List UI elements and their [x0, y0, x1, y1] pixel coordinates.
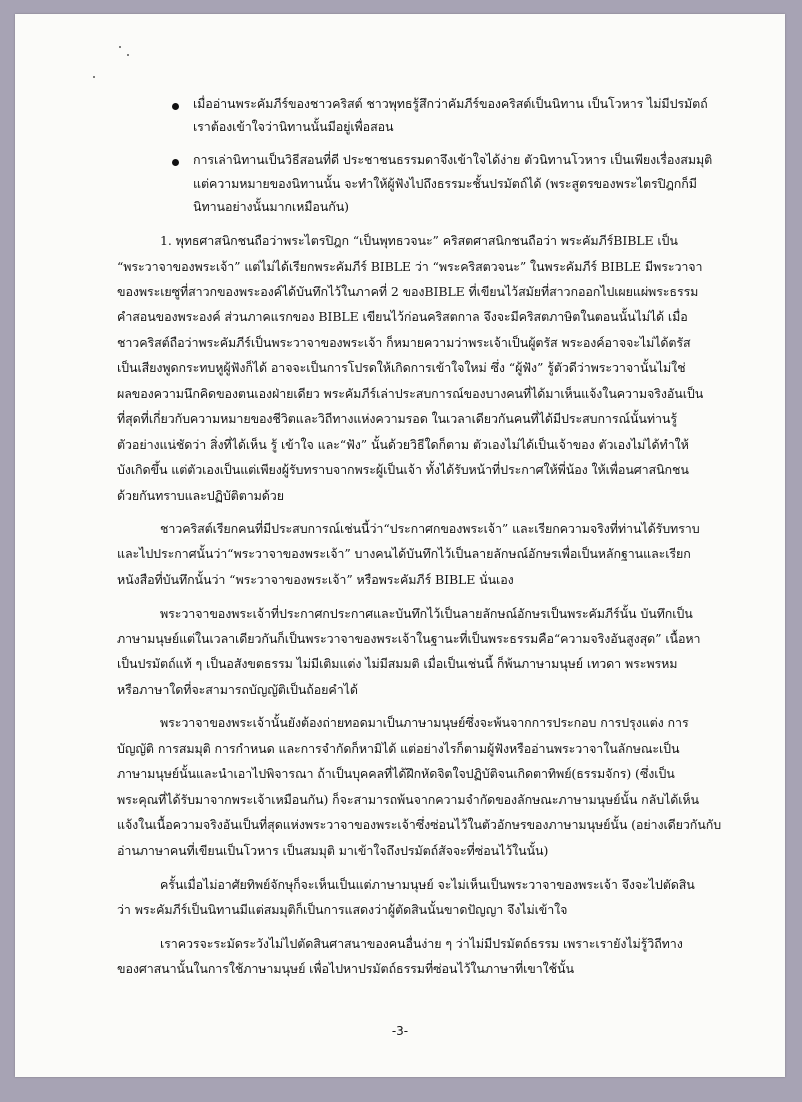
text-line: เราควรจะระมัดระวังไม่ไปตัดสินศาสนาของคนอื่นง่าย ๆ ว่าไม่มีปรมัตถ์ธรรม เพราะเรายังไม่รู้วิถีทาง	[160, 936, 683, 951]
text-line: พระคุณที่ได้รับมาจากพระเจ้าเหมือนกัน) ก็จะสามารถพ้นจากความจำกัดของลักษณะภาษามนุษย์นั้น กลับได้เห็น	[117, 792, 699, 807]
text-line: ครั้นเมื่อไม่อาศัยทิพย์จักษุก็จะเห็นเป็นแต่ภาษามนุษย์ จะไม่เห็นเป็นพระวาจาของพระเจ้า จึงจะไปตัดสิน	[160, 877, 695, 892]
text-line: ของพระเยซูที่สาวกของพระองค์ได้บันทึกไว้ในภาคที่ 2 ของBIBLE ที่เขียนไว้สมัยที่สาวกออกไปเผยแผ่พระธรรม	[117, 284, 699, 299]
text-line: บังเกิดขึ้น แต่ตัวเองเป็นแต่เพียงผู้รับทราบจากพระผู้เป็นเจ้า ทั้งได้รับหน้าที่ประกาศให้พี่น้อง ให้เพื่อนศาสนิกชน	[117, 462, 689, 477]
text-line: แต่ความหมายของนิทานนั้น จะทำให้ผู้ฟังไปถึงธรรมะชั้นปรมัตถ์ได้ (พระสูตรของพระไตรปิฎกก็มี	[193, 176, 697, 191]
text-line: ชาวคริสต์เรียกคนที่มีประสบการณ์เช่นนี้ว่า“ประกาศกของพระเจ้า” และเรียกความจริงที่ท่านได้รับทราบ	[160, 521, 700, 536]
page-number: -3-	[391, 1024, 409, 1038]
text-line: ว่า พระคัมภีร์เป็นนิทานมีแต่สมมุติก็เป็นการแสดงว่าผู้ตัดสินนั้นขาดปัญญา จึงไม่เข้าใจ	[117, 902, 568, 917]
text-line: หรือภาษาใดที่จะสามารถบัญญัติเป็นถ้อยคำได้	[117, 682, 358, 697]
text-line: ตัวอย่างแน่ชัดว่า สิ่งที่ได้เห็น รู้ เข้าใจ และ“ฟัง” นั้นด้วยวิธีใดก็ตาม ตัวเองไม่ได้เป็นเจ้าของ ตัวเองไม่ได้ทำให้	[117, 437, 689, 452]
text-line: ชาวคริสต์ถือว่าพระคัมภีร์เป็นพระวาจาของพระเจ้า ก็หมายความว่าพระเจ้าเป็นผู้ตรัส พระองค์อาจจะไม่ได้ตรัส	[117, 335, 691, 350]
bullet-point	[172, 159, 179, 166]
text-line: เราต้องเข้าใจว่านิทานนั้นมีอยู่เพื่อสอน	[193, 119, 394, 134]
text-line: ที่สุดที่เกี่ยวกับความหมายของชีวิตและวิถีทางแห่งความรอด ในเวลาเดียวกันคนที่ได้มีประสบการณ์นั้นท่านรู้	[117, 411, 677, 426]
text-line: และไปประกาศนั้นว่า“พระวาจาของพระเจ้า” บางคนได้บันทึกไว้เป็นลายลักษณ์อักษรเพื่อเป็นหลักฐานและเรียก	[117, 546, 691, 561]
text-line: คำสอนของพระองค์ ส่วนภาคแรกของ BIBLE เขียนไว้ก่อนคริสตกาล จึงจะมีคริสตภาษิตในตอนนั้นไม่ได้ เมื่อ	[117, 309, 688, 324]
text-line: ภาษามนุษย์นั้นและนำเอาไปพิจารณา ถ้าเป็นบุคคลที่ได้ฝึกหัดจิตใจปฏิบัติจนเกิดตาทิพย์(ธรรมจักร) (ซึ่งเป็น	[117, 766, 675, 781]
text-line: เป็นปรมัตถ์แท้ ๆ เป็นอสังขตธรรม ไม่มีเติมแต่ง ไม่มีสมมติ เมื่อเป็นเช่นนี้ ก็พ้นภาษามนุษย์ เทวดา พระพรหม	[117, 656, 678, 671]
text-line: อ่านภาษาคนที่เขียนเป็นโวหาร เป็นสมมุติ มาเข้าใจถึงปรมัตถ์สัจจะที่ซ่อนไว้ในนั้น)	[117, 843, 549, 858]
text-line: พระวาจาของพระเจ้าที่ประกาศกประกาศและบันทึกไว้เป็นลายลักษณ์อักษรเป็นพระคัมภีร์นั้น บันทึกเป็น	[160, 606, 693, 621]
text-line: ภาษามนุษย์แต่ในเวลาเดียวกันก็เป็นพระวาจาของพระเจ้าในฐานะที่เป็นพระธรรมคือ“ความจริงอันสูงสุด” เนื้อหา	[117, 631, 701, 646]
scan-speck	[93, 76, 95, 78]
text-line: ด้วยกันทราบและปฏิบัติตามด้วย	[117, 488, 284, 503]
text-line: พระวาจาของพระเจ้านั้นยังต้องถ่ายทอดมาเป็นภาษามนุษย์ซึ่งจะพ้นจากการประกอบ การปรุงแต่ง การ	[160, 715, 689, 730]
text-line: หนังสือที่บันทึกนั้นว่า “พระวาจาของพระเจ้า” หรือพระคัมภีร์ BIBLE นั่นเอง	[117, 572, 514, 587]
text-line: เมื่ออ่านพระคัมภีร์ของชาวคริสต์ ชาวพุทธรู้สึกว่าคัมภีร์ของคริสต์เป็นนิทาน เป็นโวหาร ไม่มีปรมัตถ์	[193, 96, 708, 111]
text-line: “พระวาจาของพระเจ้า” แต่ไม่ได้เรียกพระคัมภีร์ BIBLE ว่า “พระคริสตวจนะ” ในพระคัมภีร์ BIBLE มีพระวาจา	[117, 259, 703, 274]
bullet-point	[172, 103, 179, 110]
document-page	[15, 14, 785, 1077]
text-line: ผลของความนึกคิดของตนเองฝ่ายเดียว พระคัมภีร์เล่าประสบการณ์ของบางคนที่ได้มาเห็นแจ้งในความจริงอันเป็น	[117, 386, 704, 401]
scan-speck	[127, 54, 129, 56]
text-line: นิทานอย่างนั้นมากเหมือนกัน)	[193, 199, 349, 214]
text-line: ของศาสนานั้นในการใช้ภาษามนุษย์ เพื่อไปหาปรมัตถ์ธรรมที่ซ่อนไว้ในภาษาที่เขาใช้นั้น	[117, 961, 574, 976]
text-line: แจ้งในเนื้อความจริงอันเป็นที่สุดแห่งพระวาจาของพระเจ้าซึ่งซ่อนไว้ในตัวอักษรของภาษามนุษย์นั้น (อย่างเดียวกันกับ	[117, 817, 722, 832]
text-line: 1. พุทธศาสนิกชนถือว่าพระไตรปิฎก “เป็นพุทธวจนะ” คริสตศาสนิกชนถือว่า พระคัมภีร์BIBLE เป็น	[160, 233, 678, 248]
text-line: เป็นเสียงพูดกระทบหูผู้ฟังก็ได้ อาจจะเป็นการโปรดให้เกิดการเข้าใจใหม่ ซึ่ง “ผู้ฟัง” รู้ตัวดีว่าพระวาจานั้นไม่ใช่	[117, 360, 686, 375]
text-line: บัญญัติ การสมมุติ การกำหนด และการจำกัดก็หามิได้ แต่อย่างไรก็ตามผู้ฟังหรืออ่านพระวาจาในลักษณะเป็น	[117, 741, 680, 756]
text-line: การเล่านิทานเป็นวิธีสอนที่ดี ประชาชนธรรมดาจึงเข้าใจได้ง่าย ตัวนิทานโวหาร เป็นเพียงเรื่องสมมุติ	[193, 152, 713, 167]
scan-speck	[119, 46, 121, 48]
